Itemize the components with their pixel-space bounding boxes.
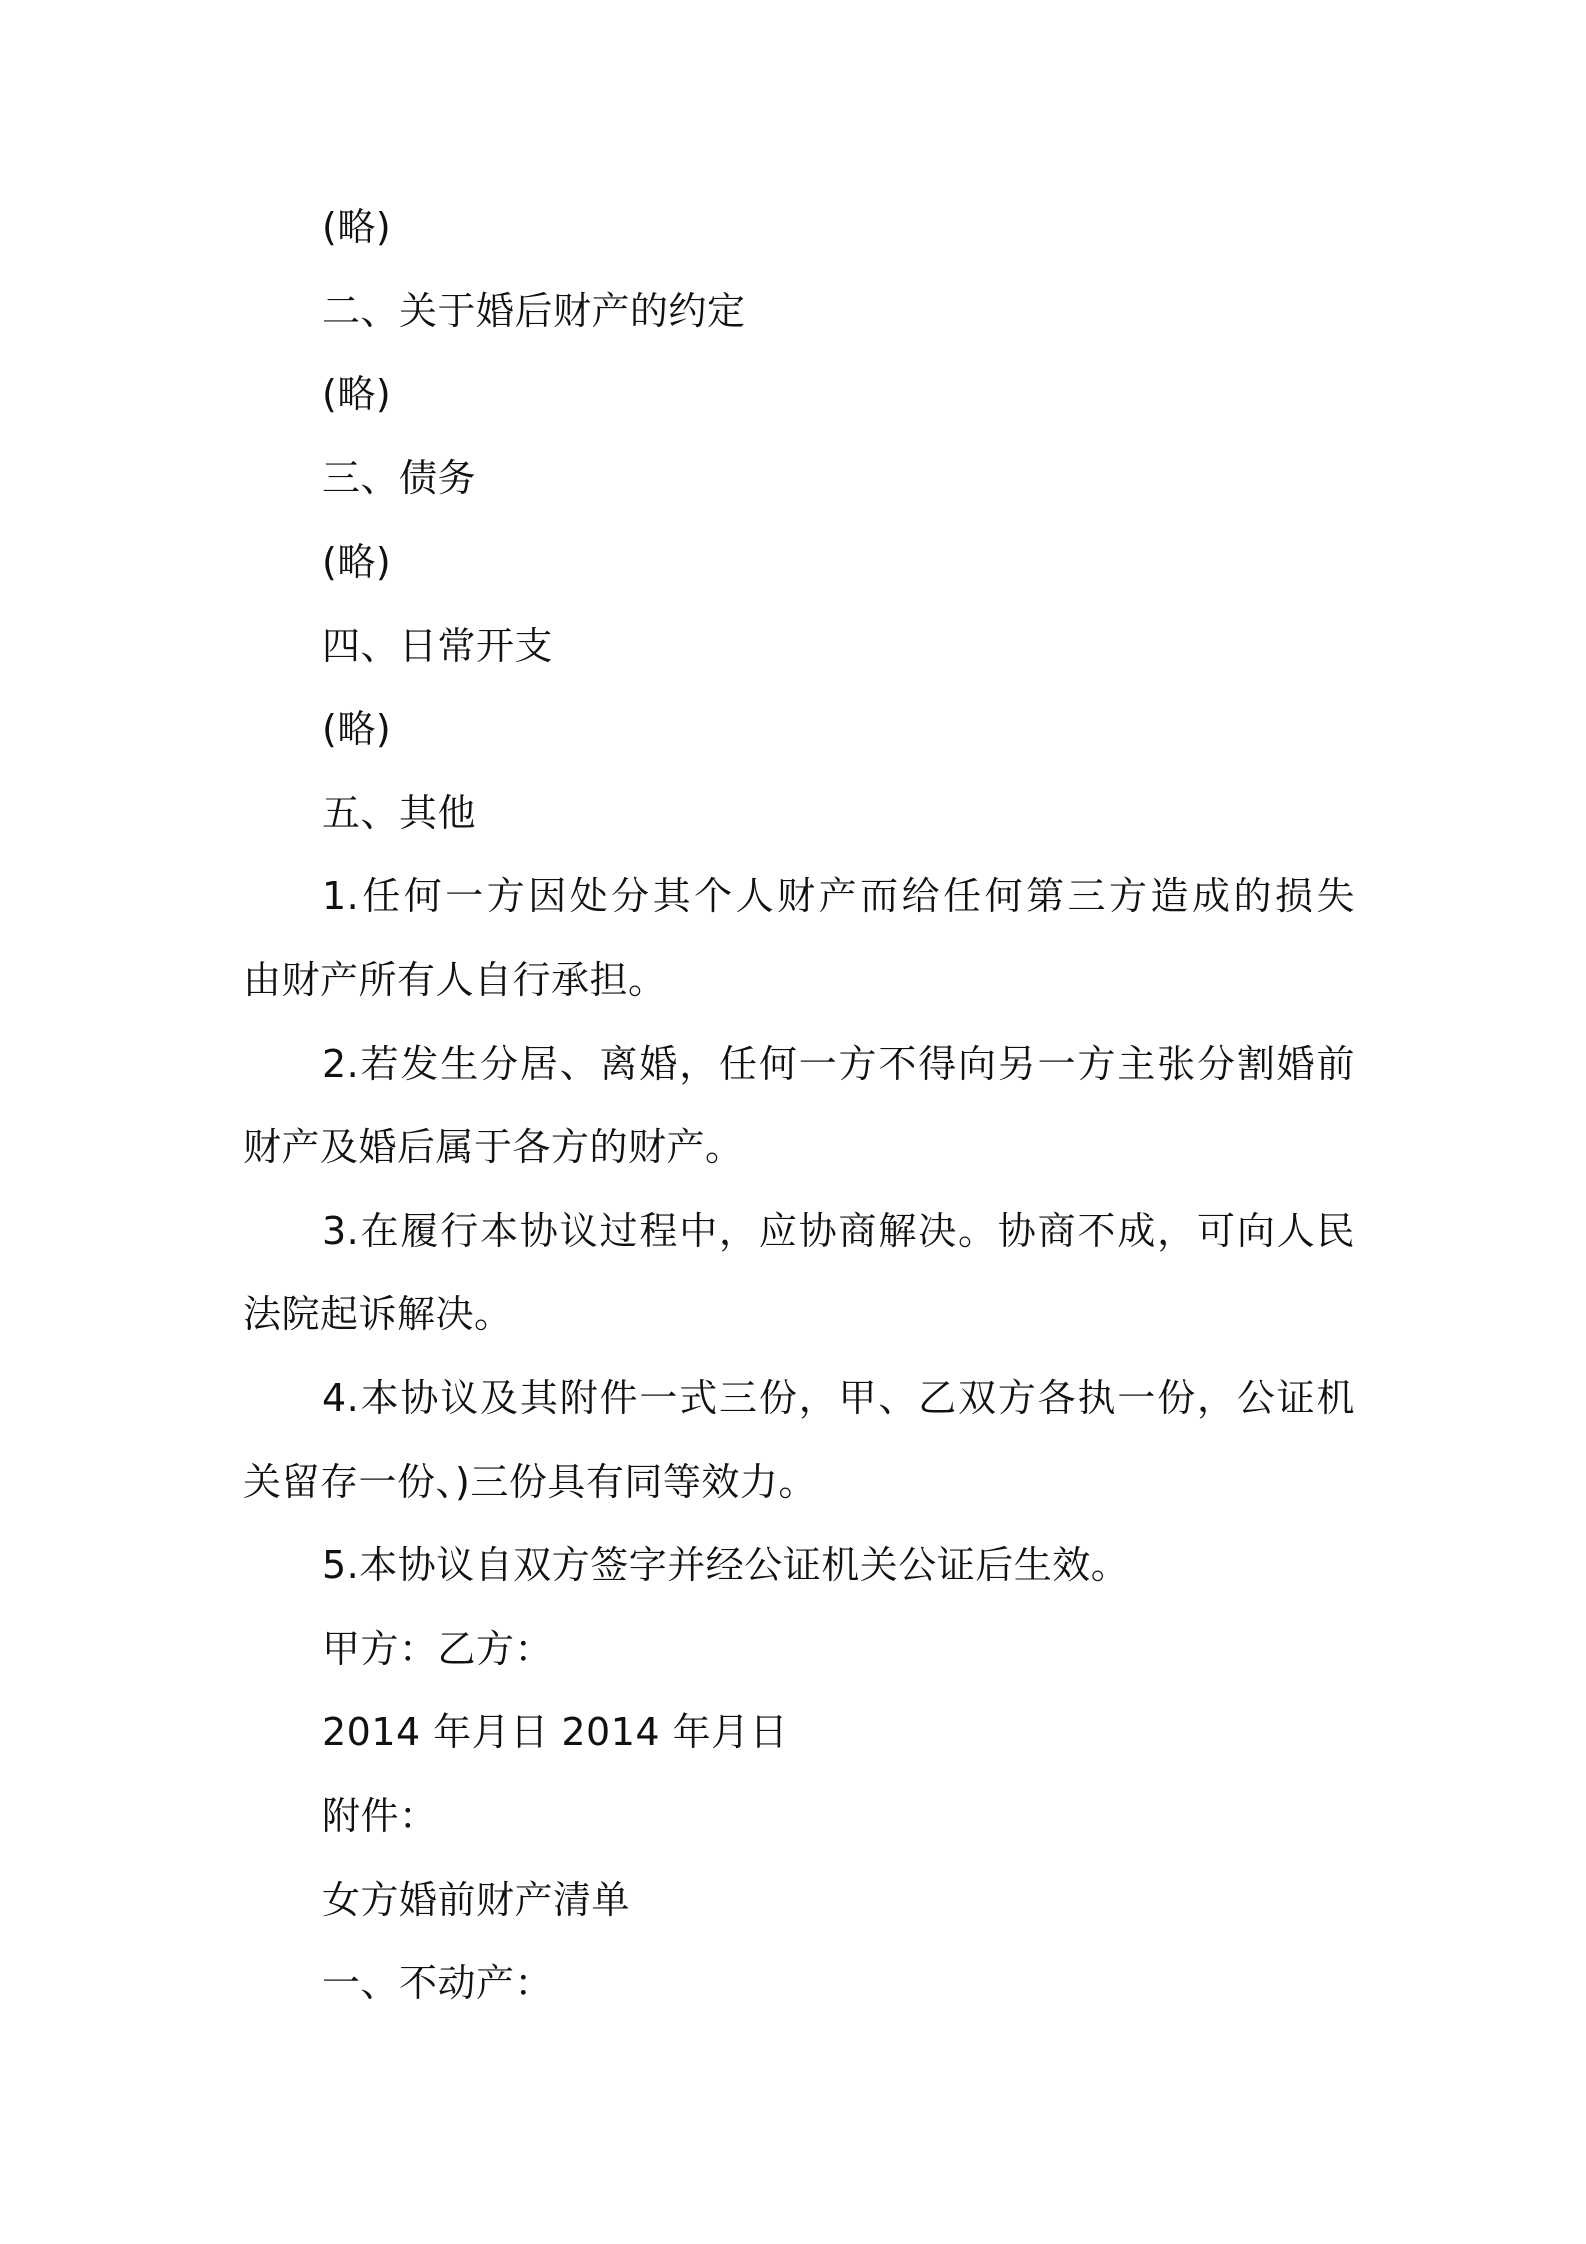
section-heading-4: 四、日常开支 bbox=[322, 624, 554, 668]
clause-3-line-1: 3.在履行本协议过程中，应协商解决。协商不成，可向人民 bbox=[322, 1209, 1355, 1253]
omitted-note-1: (略) bbox=[322, 205, 392, 249]
section-heading-5: 五、其他 bbox=[322, 791, 477, 835]
clause-4-line-2: 关留存一份、)三份具有同等效力。 bbox=[243, 1460, 817, 1504]
signature-parties: 甲方：乙方： bbox=[322, 1627, 554, 1671]
attachment-section-1: 一、不动产： bbox=[322, 1961, 554, 2005]
attachment-title: 女方婚前财产清单 bbox=[322, 1878, 631, 1922]
omitted-note-2: (略) bbox=[322, 372, 392, 416]
clause-2-line-1: 2.若发生分居、离婚，任何一方不得向另一方主张分割婚前 bbox=[322, 1042, 1355, 1086]
attachment-label: 附件： bbox=[322, 1794, 438, 1838]
signature-dates: 2014 年月日 2014 年月日 bbox=[322, 1710, 789, 1754]
clause-1-line-1: 1.任何一方因处分其个人财产而给任何第三方造成的损失 bbox=[322, 874, 1355, 918]
section-heading-2: 二、关于婚后财产的约定 bbox=[322, 289, 746, 333]
omitted-note-4: (略) bbox=[322, 707, 392, 751]
clause-1-line-2: 由财产所有人自行承担。 bbox=[243, 958, 667, 1002]
clause-5: 5.本协议自双方签字并经公证机关公证后生效。 bbox=[322, 1543, 1130, 1587]
omitted-note-3: (略) bbox=[322, 540, 392, 584]
clause-3-line-2: 法院起诉解决。 bbox=[243, 1292, 513, 1336]
section-heading-3: 三、债务 bbox=[322, 456, 477, 500]
clause-4-line-1: 4.本协议及其附件一式三份，甲、乙双方各执一份，公证机 bbox=[322, 1376, 1355, 1420]
clause-2-line-2: 财产及婚后属于各方的财产。 bbox=[243, 1125, 744, 1169]
